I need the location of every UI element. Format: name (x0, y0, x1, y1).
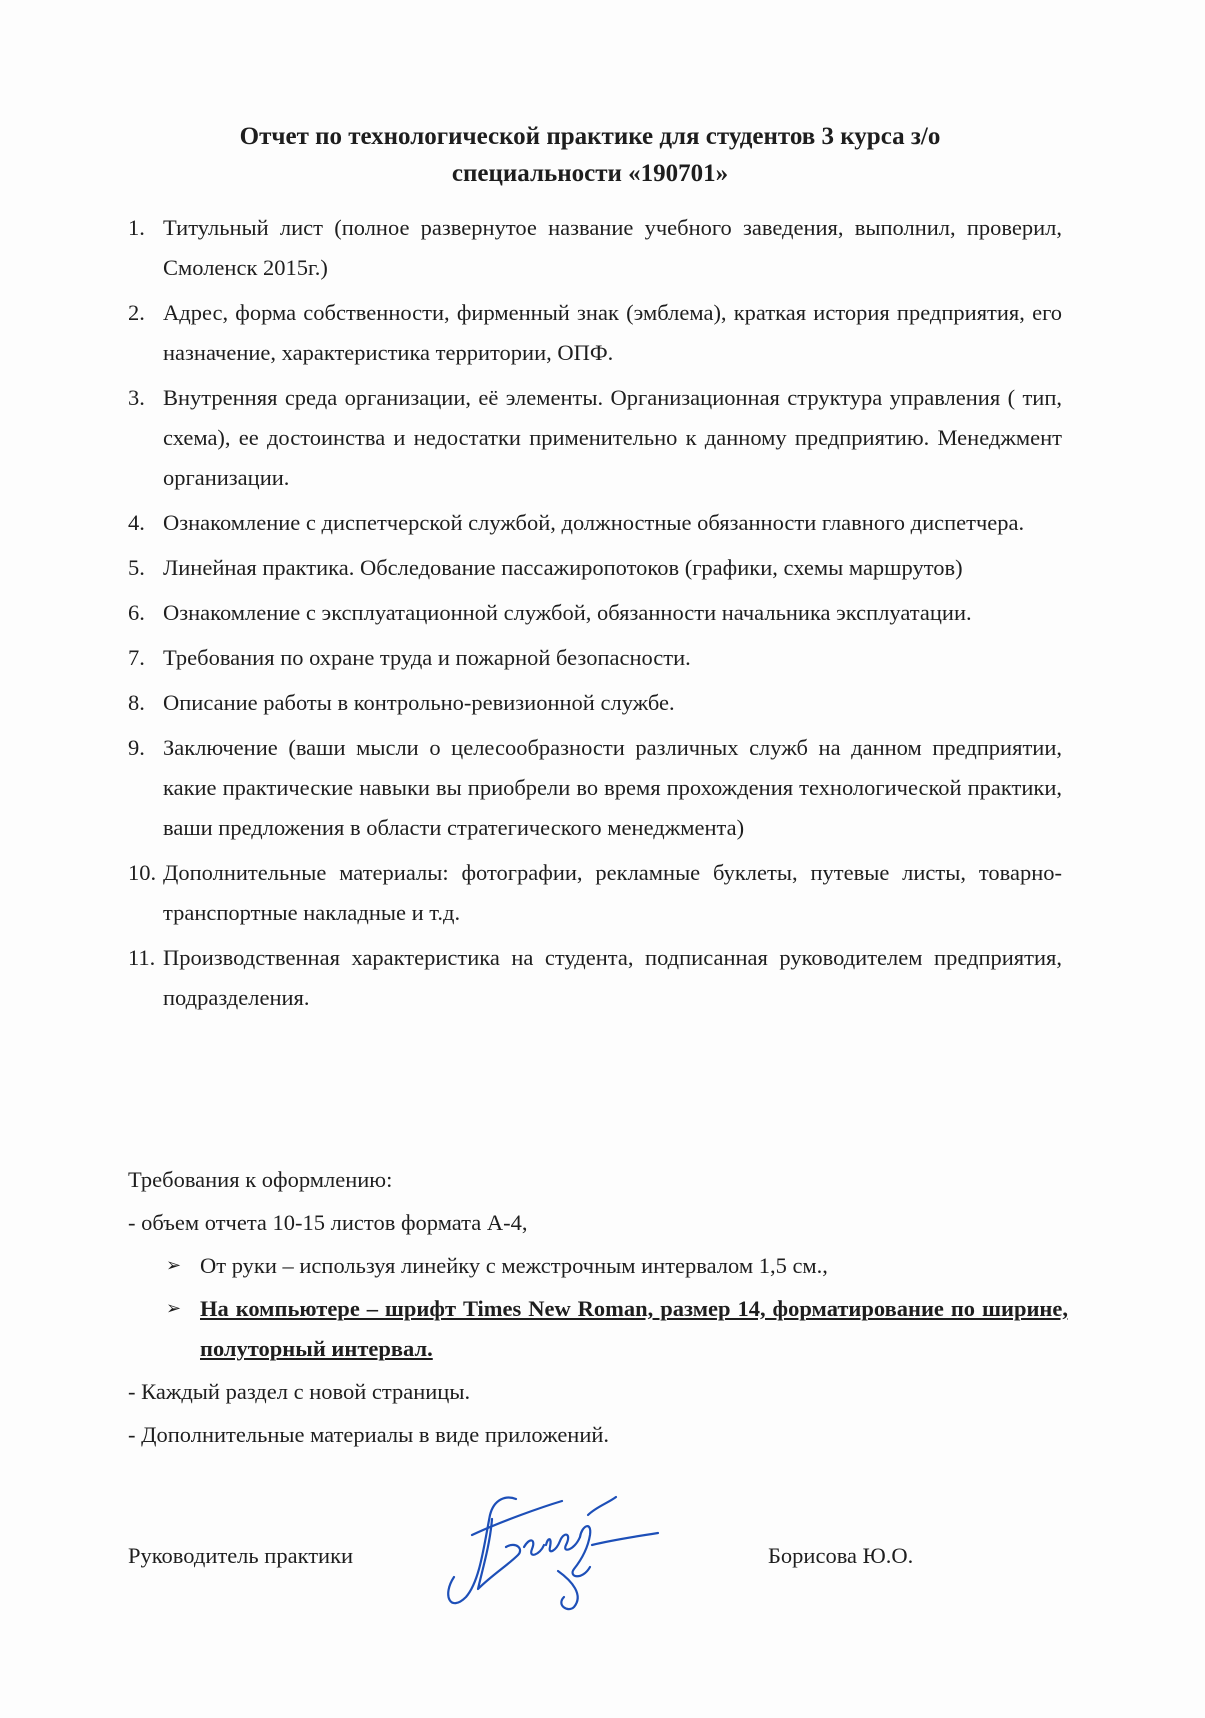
list-item-number: 8. (128, 690, 145, 715)
list-item-text: Линейная практика. Обследование пассажиропотоков (графики, схемы маршрутов) (163, 555, 963, 580)
list-item (128, 638, 1062, 678)
list-item-number: 6. (128, 600, 145, 625)
list-item (128, 503, 1062, 543)
list-item (128, 293, 1062, 373)
list-item-number: 4. (128, 510, 145, 535)
requirement-appendix: - Дополнительные материалы в виде приложений. (128, 1422, 610, 1447)
requirement-computer-text: На компьютере – шрифт Times New Roman, размер 14, форматирование по ширине, полуторный интервал. (200, 1296, 1068, 1361)
list-item-number: 2. (128, 300, 145, 325)
requirements-heading: Требования к оформлению: (128, 1167, 393, 1192)
list-item-number: 11. (128, 945, 156, 970)
formatting-requirements (128, 1160, 1068, 1458)
title-line-2: специальности «190701» (451, 160, 729, 187)
list-item (128, 548, 1062, 588)
title-line-1: Отчет по технологической практике для студентов 3 курса з/о (239, 123, 941, 150)
document-title (120, 118, 1060, 192)
handwritten-signature (432, 1485, 672, 1615)
list-item (128, 378, 1062, 498)
requirement-handwritten (128, 1246, 1068, 1289)
list-item-text: Описание работы в контрольно-ревизионной службе. (163, 690, 675, 715)
list-item-text: Требования по охране труда и пожарной безопасности. (163, 645, 691, 670)
requirement-volume: - объем отчета 10-15 листов формата А-4, (128, 1210, 528, 1235)
list-item (128, 728, 1062, 848)
requirement-sections: - Каждый раздел с новой страницы. (128, 1379, 471, 1404)
list-item-number: 5. (128, 555, 145, 580)
supervisor-name: Борисова Ю.О. (768, 1543, 914, 1568)
list-item (128, 853, 1062, 933)
list-item-text: Внутренняя среда организации, её элементы. Организационная структура управления ( тип, схема), ее достоинства и недостатки применительно к данному предприятию. Менеджмент организации. (163, 385, 1062, 490)
requirement-computer (128, 1289, 1068, 1369)
requirement-handwritten-text: От руки – используя линейку с межстрочным интервалом 1,5 см., (200, 1253, 828, 1278)
list-item-number: 10. (128, 860, 157, 885)
list-item-number: 9. (128, 735, 145, 760)
list-item-text: Заключение (ваши мысли о целесообразности различных служб на данном предприятии, какие практические навыки вы приобрели во время прохождения технологической практики, ваши предложения в области стратегического менеджмента) (163, 735, 1062, 840)
list-item-text: Ознакомление с диспетчерской службой, должностные обязанности главного диспетчера. (163, 510, 1025, 535)
list-item-number: 7. (128, 645, 145, 670)
list-item-number: 3. (128, 385, 145, 410)
arrowhead-bullet-icon: ➢ (166, 1255, 182, 1276)
list-item-text: Титульный лист (полное развернутое название учебного заведения, выполнил, проверил, Смоленск 2015г.) (163, 215, 1062, 280)
list-item (128, 683, 1062, 723)
supervisor-role: Руководитель практики (128, 1543, 354, 1568)
list-item (128, 593, 1062, 633)
list-item-text: Ознакомление с эксплуатационной службой, обязанности начальника эксплуатации. (163, 600, 972, 625)
list-item-text: Дополнительные материалы: фотографии, рекламные буклеты, путевые листы, товарно-транспортные накладные и т.д. (163, 860, 1062, 925)
list-item-text: Адрес, форма собственности, фирменный знак (эмблема), краткая история предприятия, его назначение, характеристика территории, ОПФ. (163, 300, 1062, 365)
list-item (128, 208, 1062, 288)
arrowhead-bullet-icon: ➢ (166, 1298, 182, 1319)
list-item-text: Производственная характеристика на студента, подписанная руководителем предприятия, подразделения. (163, 945, 1062, 1010)
list-item (128, 938, 1062, 1018)
report-contents-list (128, 208, 1062, 1023)
list-item-number: 1. (128, 215, 145, 240)
